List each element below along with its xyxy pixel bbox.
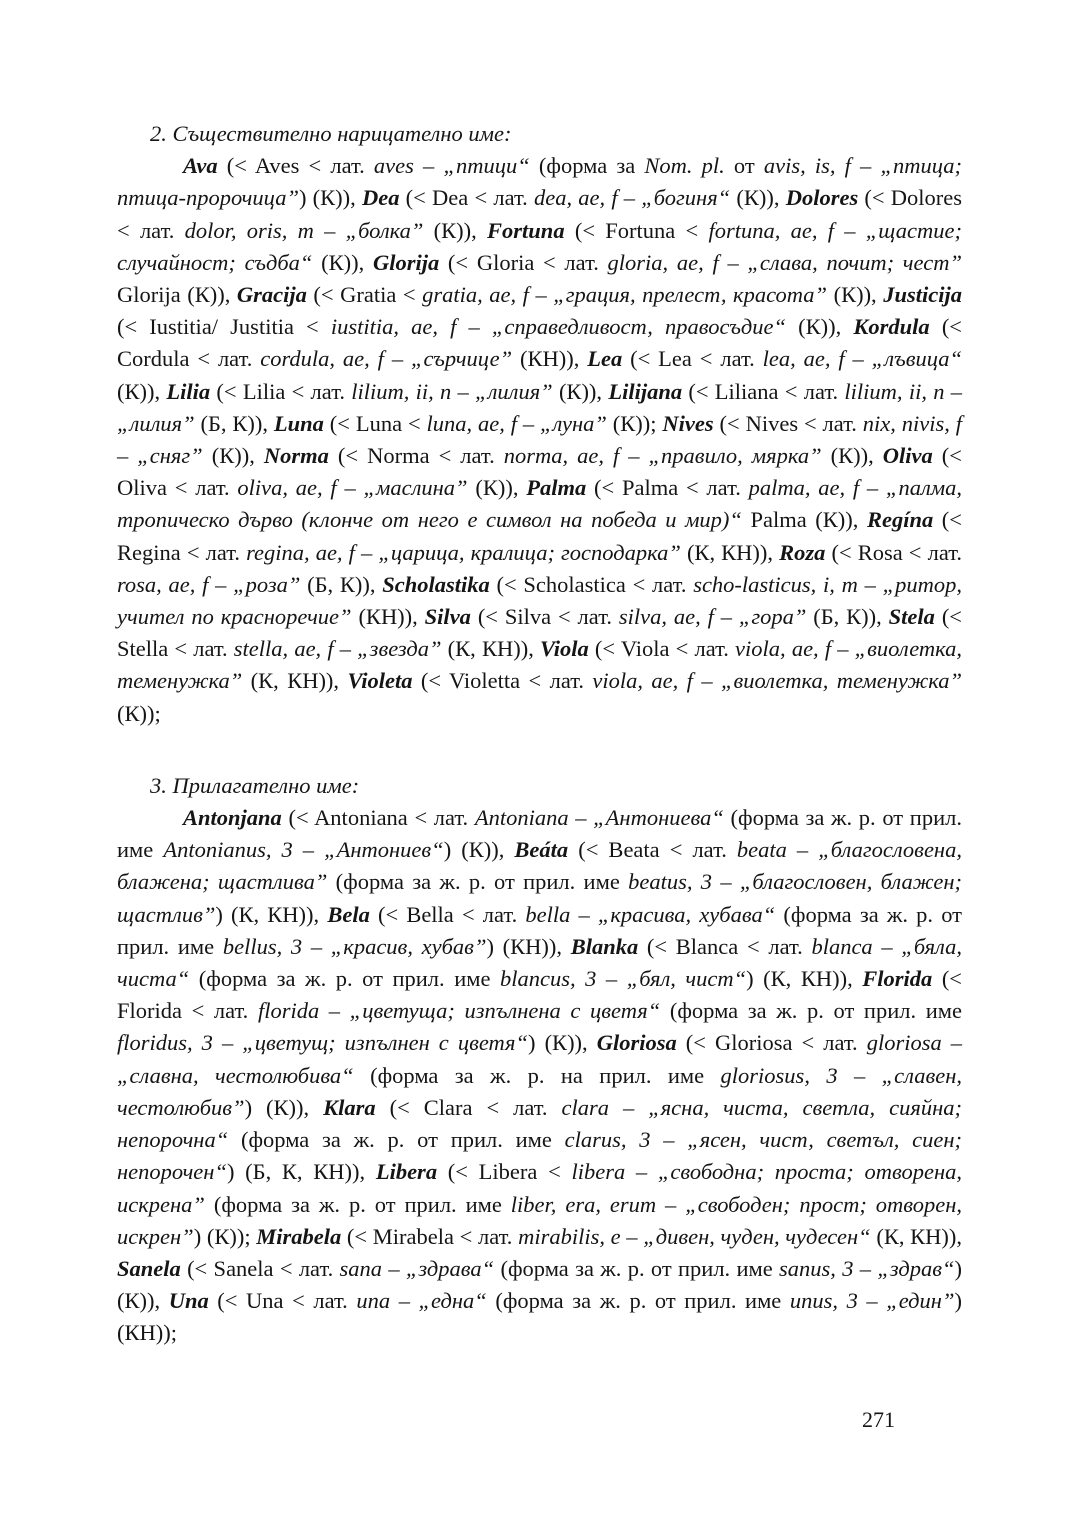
headword: Palma — [526, 475, 587, 501]
latin-gloss: regina, ae, f – „царица, кралица; господарка” — [246, 539, 681, 565]
text-run: (К)), — [552, 378, 609, 404]
text-run: ) (К)), — [528, 1030, 597, 1056]
text-run: (< Norma < лат. — [328, 443, 504, 469]
latin-gloss: clarus, 3 – „ясен, чист, светъл, сиен; непорочен“ — [117, 1127, 962, 1185]
text-run: (К)), — [117, 378, 167, 404]
text-run: (< Regina < лат. — [117, 507, 962, 565]
text-run: (форма за ж. р. от прил. име — [189, 966, 500, 992]
headword: Silva — [424, 604, 471, 630]
latin-gloss: lea, ae, f – „лъвица“ — [762, 346, 962, 372]
text-run: (< Stella < лат. — [117, 604, 962, 662]
text-run: (форма за ж. р. от прил. име — [494, 1255, 780, 1281]
latin-gloss: Antoniana – „Антониева“ — [474, 805, 724, 831]
latin-gloss: beata – „благословена, блажена; щастлива” — [117, 837, 962, 895]
text-run: (К, КН)), — [680, 539, 780, 565]
text-run: (< Iustitia/ Justitia < — [117, 314, 331, 340]
text-run: (< Blanca < лат. — [638, 933, 812, 959]
headword: Ava — [183, 153, 218, 179]
text-run: (< Una < лат. — [208, 1288, 357, 1314]
latin-gloss: clara – „ясна, чиста, светла, сияйна; непорочна“ — [117, 1094, 962, 1153]
text-run: ) (К, КН)), — [746, 966, 863, 992]
headword: Lilijana — [608, 378, 683, 404]
latin-gloss: unus, 3 – „един” — [789, 1288, 955, 1314]
latin-gloss: scho-lasticus, i, m – „ритор, учител по красноречие” — [117, 571, 962, 630]
text-run: (форма за ж. р. от прил. име — [117, 805, 962, 863]
text-run: (К)), — [821, 443, 883, 469]
latin-gloss: florida – „цветуща; изпълнена с цветя“ — [257, 998, 661, 1024]
latin-gloss: dea, ae, f — [533, 185, 618, 211]
text-run: (К, КН)), — [242, 668, 348, 694]
text-run: ) (КН)); — [117, 1288, 962, 1346]
text-run: (К)); — [606, 410, 663, 436]
headword: Gloriosa — [596, 1030, 677, 1056]
headword: Norma — [263, 443, 329, 469]
text-run: (< Liliana < лат. — [682, 378, 845, 404]
text-run: – — [850, 153, 881, 179]
headword: Dolores — [785, 185, 859, 211]
text-run: (< Gloria < лат. — [439, 249, 608, 275]
latin-gloss: gloriosus, 3 – „славен, честолюбив” — [117, 1062, 962, 1120]
text-run: (форма за ж. р. от прил. име — [228, 1127, 565, 1153]
text-run: (< Viola < лат. — [588, 636, 736, 662]
headword: Bela — [327, 901, 370, 927]
text-run: (К)), — [786, 314, 854, 340]
latin-gloss: una – „една“ — [356, 1288, 487, 1314]
page-body — [117, 118, 962, 1350]
latin-gloss: sanus, 3 – „здрав“ — [779, 1255, 955, 1281]
headword: Blanka — [570, 933, 639, 959]
text-run: (К, КН)), — [441, 636, 540, 662]
text-run: (< Lilia < лат. — [210, 378, 352, 404]
text-run: (КН)), — [351, 604, 425, 630]
headword: Lea — [587, 346, 623, 372]
latin-gloss: gloriosa – „славна, честолюбива“ — [117, 1030, 963, 1088]
latin-gloss: avis, is, f — [763, 153, 851, 179]
text-run: (К)), — [312, 249, 373, 275]
text-run: (К)), — [202, 443, 264, 469]
text-run: (Б, К)), — [806, 604, 889, 630]
headword: Luna — [273, 410, 324, 436]
text-run: (< Aves < лат. — [217, 153, 374, 179]
text-run: ) (К)), — [298, 185, 362, 211]
section-gap — [117, 730, 962, 770]
headword: Klara — [323, 1094, 376, 1120]
text-run: (< Fortuna < — [564, 217, 709, 243]
text-run: (< Palma < лат. — [586, 475, 749, 501]
text-run: (< Antoniana < лат. — [281, 805, 475, 831]
page-number: 271 — [862, 1407, 895, 1432]
text-run: ) (Б, К, КН)), — [226, 1159, 376, 1185]
text-run: (К, КН)), — [870, 1223, 962, 1249]
text-run: (КН)), — [512, 346, 588, 372]
text-run: (< Scholastica < лат. — [489, 571, 694, 597]
latin-gloss: fortuna, ae, f – „щастие; случайност; съдба“ — [117, 217, 962, 275]
latin-gloss: beatus, 3 – „благословен, блажен; щастлив” — [117, 869, 962, 927]
text-run: (< Dolores < лат. — [117, 185, 963, 243]
latin-gloss: liber, era, erum – „свободен; прост; отворен, искрен” — [117, 1191, 962, 1249]
headword: Antonjana — [183, 805, 282, 831]
latin-gloss: viola, ae, f – „виолетка, теменужка” — [592, 668, 962, 694]
latin-gloss: dolor, oris, m — [184, 217, 314, 243]
latin-gloss: Antonianus, 3 – „Антониев“ — [163, 837, 444, 863]
text-run: – — [413, 153, 444, 179]
latin-gloss: lilium, ii, n – „лилия” — [351, 378, 553, 404]
section-2-paragraph — [117, 150, 962, 730]
headword: Violeta — [347, 668, 413, 694]
text-run: (Б, К)), — [194, 410, 274, 436]
text-run: (< Cordula < лат. — [117, 314, 962, 372]
latin-gloss: blanca – „бяла, чиста“ — [117, 933, 962, 992]
headword: Nives — [662, 410, 714, 436]
headword: Gracija — [236, 282, 307, 308]
text-run: (К)); — [117, 700, 161, 726]
latin-gloss: bella – „красива, хубава“ — [525, 901, 776, 927]
headword: Sanela — [117, 1255, 181, 1281]
latin-gloss: sana – „здрава“ — [339, 1255, 495, 1281]
headword: Beáta — [514, 837, 569, 863]
text-run: (К)), — [423, 217, 488, 243]
text-run: (< Clara < лат. — [375, 1094, 562, 1120]
latin-gloss: blancus, 3 – „бял, чист“ — [500, 966, 747, 992]
text-run: (< Lea < лат. — [622, 346, 763, 372]
text-run: ) (К)), — [244, 1094, 324, 1120]
text-run: (< Florida < лат. — [117, 966, 962, 1024]
latin-gloss: norma, ae, f – „правило, мярка” — [503, 443, 822, 469]
text-run: (< Silva < лат. — [470, 604, 619, 630]
text-run: ) (К)), — [117, 1255, 962, 1314]
headword: Una — [168, 1288, 209, 1314]
text-run: (< Violetta < лат. — [412, 668, 593, 694]
text-run: (форма за ж. р. от прил. име — [486, 1288, 790, 1314]
text-run: (< Gratia < — [306, 282, 423, 308]
latin-gloss: stella, ae, f – „звезда” — [233, 636, 442, 662]
text-run: (< Bella < лат. — [369, 901, 526, 927]
text-run: (форма за ж. р. от прил. име — [327, 869, 629, 895]
latin-gloss: „болка” — [345, 217, 424, 243]
text-run: ) (К)); — [193, 1223, 257, 1249]
latin-gloss: floridus, 3 – „цветущ; изпълнен с цветя“ — [117, 1030, 529, 1056]
text-run: (К)), — [730, 185, 786, 211]
text-run: (К)), — [827, 282, 884, 308]
text-run: (< Luna < — [323, 410, 427, 436]
headword: Justicija — [883, 282, 962, 308]
headword: Stela — [888, 604, 935, 630]
text-run: (форма за ж. р. от прил. име — [117, 901, 962, 959]
headword: Oliva — [882, 443, 933, 469]
section-2-heading: 2. Съществително нарицателно име: — [150, 121, 512, 146]
text-run: (< Beata < лат. — [568, 837, 737, 863]
text-run: (К)), — [467, 475, 527, 501]
text-run: (< Sanela < лат. — [180, 1255, 340, 1281]
latin-gloss: „богиня“ — [641, 185, 731, 211]
latin-gloss: lilium, ii, n – „лилия” — [117, 378, 962, 436]
latin-gloss: „птици“ — [443, 153, 530, 179]
text-run: (< Mirabela < лат. — [341, 1223, 519, 1249]
headword: Dea — [361, 185, 400, 211]
text-run: (форма за — [529, 153, 645, 179]
latin-gloss: gloria, ae, f – „слава, почит; чест” — [607, 249, 962, 275]
text-run: Glorija (К)), — [117, 282, 237, 308]
latin-gloss: luna, ae, f – „луна” — [426, 410, 607, 436]
text-run: (Б, К)), — [300, 571, 383, 597]
headword: Roza — [779, 539, 826, 565]
text-run: (< Libera < — [437, 1159, 572, 1185]
headword: Lilia — [166, 378, 211, 404]
text-run: от — [724, 153, 764, 179]
text-run: (< Gloriosa < лат. — [676, 1030, 867, 1056]
latin-gloss: oliva, ae, f – „маслина” — [237, 475, 468, 501]
headword: Scholastika — [382, 571, 490, 597]
latin-gloss: iustitia, ae, f – „справедливост, правосъдие“ — [330, 314, 787, 340]
latin-gloss: nix, nivis, f – „сняг” — [117, 410, 963, 469]
text-run: ) (К, КН)), — [215, 901, 328, 927]
text-run: – — [617, 185, 642, 211]
headword: Glorija — [372, 249, 440, 275]
latin-gloss: aves — [373, 153, 414, 179]
text-run: (< Nives < лат. — [713, 410, 863, 436]
text-run: (форма за ж. р. на прил. име — [353, 1062, 721, 1088]
section-3-heading: 3. Прилагателно име: — [150, 772, 360, 798]
latin-gloss: palma, ae, f – „палма, тропическо дърво (клонче от него е символ на победа и мир)“ — [117, 475, 962, 533]
latin-gloss: libera – „свободна; проста; отворена, искрена” — [117, 1159, 962, 1217]
latin-gloss: silva, ae, f – „гора” — [618, 604, 807, 630]
headword: Viola — [539, 636, 589, 662]
text-run: (< Rosa < лат. — [825, 539, 962, 565]
headword: Florida — [862, 966, 933, 992]
headword: Kordula — [853, 314, 930, 340]
headword: Mirabela — [256, 1223, 342, 1249]
text-run: (< Dea < лат. — [399, 185, 534, 211]
text-run: (< Oliva < лат. — [117, 443, 962, 501]
section-3-paragraph — [117, 802, 962, 1349]
headword: Libera — [375, 1159, 438, 1185]
latin-gloss: viola, ae, f – „виолетка, теменужка” — [117, 636, 963, 694]
latin-gloss: gratia, ae, f – „грация, прелест, красота” — [422, 282, 828, 308]
latin-gloss: mirabilis, e – „дивен, чуден, чудесен“ — [518, 1223, 871, 1249]
text-run: ) (К)), — [443, 837, 515, 863]
latin-gloss: rosa, ae, f – „роза” — [117, 571, 301, 597]
latin-gloss: cordula, ae, f – „сърчице” — [260, 346, 513, 372]
text-run: – — [313, 217, 346, 243]
text-run: ) (КН)), — [486, 933, 571, 959]
text-run: (форма за ж. р. от прил. име — [204, 1191, 511, 1217]
latin-gloss: bellus, 3 – „красив, хубав” — [222, 933, 487, 959]
text-run: Palma (К)), — [741, 507, 867, 533]
headword: Fortuna — [487, 217, 565, 243]
latin-gloss: „птица; птица-пророчица” — [117, 153, 962, 211]
headword: Regína — [866, 507, 934, 533]
latin-gloss: Nom. pl. — [644, 153, 725, 179]
text-run: (форма за ж. р. от прил. име — [660, 998, 962, 1024]
